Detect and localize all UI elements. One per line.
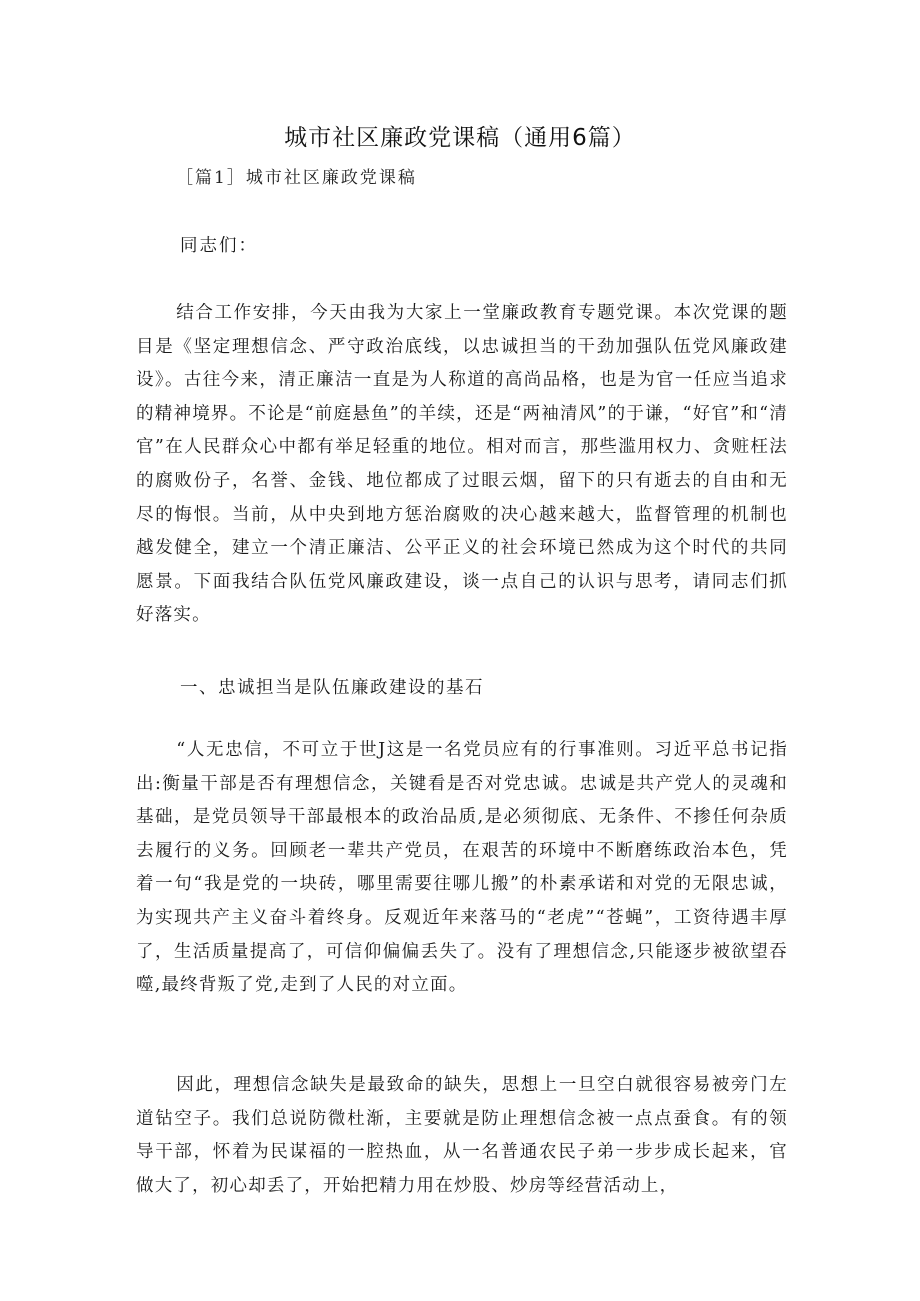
paragraph-loyalty: “人无忠信，不可立于世J这是一名党员应有的行事准则。习近平总书记指出:衡量干部是否有理想信念，关键看是否对党忠诚。忠诚是共产党人的灵魂和基础，是党员领导干部最根本的政治品质,是必须彻底、无条件、不掺任何杂质去履行的义务。回顾老一辈共产党员，在艰苦的环境中不断磨练政治本色，凭着一句“我是党的一块砖，哪里需要往哪儿搬”的朴素承诺和对党的无限忠诚，为实现共产主义奋斗着终身。反观近年来落马的“老虎”“苍蝇”，工资待遇丰厚了，生活质量提高了，可信仰偏偏丢失了。没有了理想信念,只能逐步被欲望吞噬,最终背叛了党,走到了人民的对立面。 <box>136 740 788 996</box>
document-subtitle: ［篇1］城市社区廉政党课稿 <box>176 168 417 188</box>
paragraph-conclusion: 因此，理想信念缺失是最致命的缺失，思想上一旦空白就很容易被旁门左道钻空子。我们总说防微杜渐，主要就是防止理想信念被一点点蚕食。有的领导干部，怀着为民谋福的一腔热血，从一名普通农民子弟一步步成长起来，官做大了，初心却丢了，开始把精力用在炒股、炒房等经营活动上， <box>136 1075 788 1196</box>
document-title: 城市社区廉政党课稿（通用6篇） <box>284 125 636 151</box>
greeting: 同志们： <box>180 236 258 256</box>
section-heading: 一、忠诚担当是队伍廉政建设的基石 <box>180 678 484 698</box>
paragraph-intro: 结合工作安排，今天由我为大家上一堂廉政教育专题党课。本次党课的题目是《坚定理想信念、严守政治底线，以忠诚担当的干劲加强队伍党风廉政建设》。古往今来，清正廉洁一直是为人称道的高尚品格，也是为官一任应当追求的精神境界。不论是“前庭悬鱼”的羊续，还是“两袖清风”的于谦，“好官”和“清官”在人民群众心中都有举足轻重的地位。相对而言，那些滥用权力、贪赃枉法的腐败份子，名誉、金钱、地位都成了过眼云烟，留下的只有逝去的自由和无尽的悔恨。当前，从中央到地方惩治腐败的决心越来越大，监督管理的机制也越发健全，建立一个清正廉洁、公平正义的社会环境已然成为这个时代的共同愿景。下面我结合队伍党风廉政建设，谈一点自己的认识与思考，请同志们抓好落实。 <box>136 303 788 626</box>
